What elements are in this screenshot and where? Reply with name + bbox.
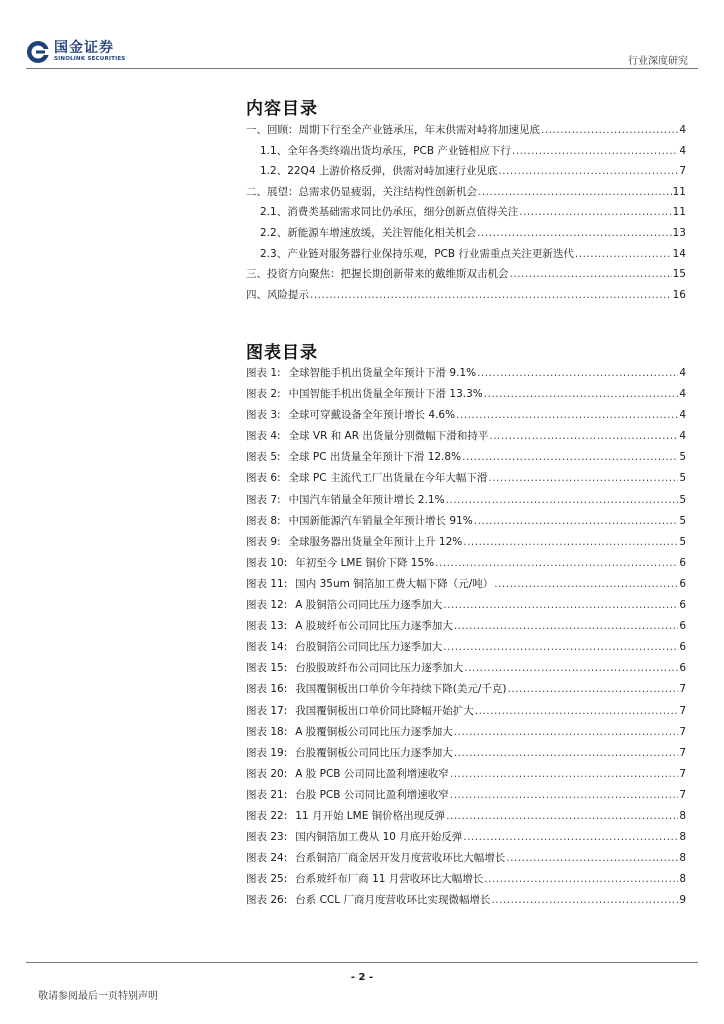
- figure-entry[interactable]: [246, 871, 686, 892]
- toc-entry-page: 11: [672, 206, 686, 219]
- figure-number: 图表 20:: [246, 767, 288, 780]
- toc-entry-title: 1.1、全年各类终端出货均承压，PCB 产业链相应下行: [260, 144, 511, 157]
- figure-leader-dots: [462, 451, 678, 463]
- figure-title: 全球 PC 出货量全年预计下滑 12.8%: [288, 451, 462, 464]
- figure-entry[interactable]: [246, 555, 686, 576]
- toc-leader-dots: [477, 227, 671, 239]
- figure-title: 台系 CCL 厂商月度营收环比实现微幅增长: [295, 894, 491, 907]
- disclaimer: 敬请参阅最后一页特别声明: [38, 991, 158, 1002]
- toc-entry-title: 1.2、22Q4 上游价格反弹，供需对峙加速行业见底: [260, 165, 498, 178]
- toc-leader-dots: [512, 145, 678, 157]
- figure-number: 图表 5:: [246, 451, 281, 464]
- figure-title: 中国新能源汽车销量全年预计增长 91%: [288, 514, 473, 527]
- toc-entry-title: 二、展望：总需求仍显疲弱，关注结构性创新机会: [246, 185, 477, 198]
- figure-page: 4: [679, 430, 686, 443]
- figure-entry[interactable]: [246, 660, 686, 681]
- toc-entry-title: 三、投资方向聚焦：把握长期创新带来的戴维斯双击机会: [246, 268, 509, 281]
- figure-title: 全球 VR 和 AR 出货量分别微幅下滑和持平: [288, 430, 489, 443]
- toc-entry[interactable]: [246, 287, 686, 308]
- figure-number: 图表 4:: [246, 430, 281, 443]
- figure-entry[interactable]: [246, 618, 686, 639]
- figure-leader-dots: [450, 768, 679, 780]
- figure-page: 6: [679, 556, 686, 569]
- logo-chinese-name: 国金证券: [54, 40, 114, 56]
- figure-title: 年初至今 LME 铜价下降 15%: [295, 556, 435, 569]
- toc-entry-page: 7: [679, 165, 686, 178]
- figure-entry[interactable]: [246, 850, 686, 871]
- figure-page: 8: [679, 809, 686, 822]
- figure-leader-dots: [450, 789, 679, 801]
- toc-entry-page: 16: [672, 288, 686, 301]
- figure-leader-dots: [454, 726, 679, 738]
- figure-entry[interactable]: [246, 745, 686, 766]
- figure-leader-dots: [491, 894, 678, 906]
- figure-number: 图表 25:: [246, 873, 288, 886]
- figure-title: A 股铜箔公司同比压力逐季加大: [295, 599, 443, 612]
- figure-title: 台股 PCB 公司同比盈利增速收窄: [295, 788, 449, 801]
- contents-title: 内容目录: [246, 99, 318, 119]
- figure-leader-dots: [474, 515, 679, 527]
- figure-page: 7: [679, 683, 686, 696]
- figure-leader-dots: [484, 873, 678, 885]
- figure-page: 5: [679, 472, 686, 485]
- figure-title: 全球 PC 主流代工厂出货量在今年大幅下滑: [288, 472, 488, 485]
- page-number: - 2 -: [350, 972, 374, 983]
- figure-entry[interactable]: [246, 787, 686, 808]
- figure-number: 图表 21:: [246, 788, 288, 801]
- figure-number: 图表 17:: [246, 704, 288, 717]
- figure-page: 4: [679, 409, 686, 422]
- figure-page: 8: [679, 831, 686, 844]
- toc-entry[interactable]: [246, 246, 686, 267]
- toc-entry[interactable]: [246, 163, 686, 184]
- figure-page: 6: [679, 662, 686, 675]
- toc-leader-dots: [541, 124, 678, 136]
- figure-leader-dots: [488, 472, 678, 484]
- figure-leader-dots: [464, 662, 678, 674]
- figure-page: 6: [679, 641, 686, 654]
- figure-entry[interactable]: [246, 513, 686, 534]
- figure-title: 11 月开始 LME 铜价格出现反弹: [295, 809, 446, 822]
- figure-page: 5: [679, 514, 686, 527]
- figure-number: 图表 15:: [246, 662, 288, 675]
- figure-page: 7: [679, 767, 686, 780]
- toc-entry-page: 13: [672, 226, 686, 239]
- figure-number: 图表 19:: [246, 746, 288, 759]
- figure-page: 7: [679, 725, 686, 738]
- figure-entry[interactable]: [246, 597, 686, 618]
- figure-page: 6: [679, 599, 686, 612]
- toc-leader-dots: [310, 289, 672, 301]
- table-of-contents: [246, 122, 686, 307]
- figure-number: 图表 8:: [246, 514, 281, 527]
- figure-number: 图表 18:: [246, 725, 288, 738]
- figure-entry[interactable]: [246, 428, 686, 449]
- figure-leader-dots: [446, 810, 678, 822]
- footer-divider: [26, 962, 698, 963]
- figure-title: 国内铜箔加工费从 10 月底开始反弹: [295, 831, 463, 844]
- figure-entry[interactable]: [246, 639, 686, 660]
- figure-page: 5: [679, 493, 686, 506]
- figure-leader-dots: [443, 599, 678, 611]
- figure-leader-dots: [507, 683, 678, 695]
- figure-entry[interactable]: [246, 492, 686, 513]
- toc-leader-dots: [519, 206, 671, 218]
- figure-page: 4: [679, 367, 686, 379]
- figure-number: 图表 6:: [246, 472, 281, 485]
- toc-entry-page: 4: [679, 144, 686, 157]
- figure-leader-dots: [454, 747, 679, 759]
- figure-title: 中国汽车销量全年预计增长 2.1%: [288, 493, 445, 506]
- toc-entry[interactable]: [246, 122, 686, 143]
- list-of-figures: [246, 365, 686, 913]
- figure-title: A 股 PCB 公司同比盈利增速收窄: [295, 767, 449, 780]
- figure-entry[interactable]: [246, 386, 686, 407]
- toc-entry-page: 11: [672, 185, 686, 198]
- figure-leader-dots: [484, 388, 679, 400]
- toc-entry[interactable]: [246, 225, 686, 246]
- toc-leader-dots: [478, 186, 672, 198]
- figure-number: 图表 9:: [246, 535, 281, 548]
- figure-title: 台股铜箔公司同比压力逐季加大: [295, 641, 443, 654]
- toc-entry-title: 四、风险提示: [246, 288, 309, 301]
- figure-leader-dots: [463, 831, 678, 843]
- figure-page: 7: [679, 704, 686, 717]
- figure-number: 图表 13:: [246, 620, 288, 633]
- toc-entry-page: 4: [679, 124, 686, 136]
- figure-title: 国内 35um 铜箔加工费大幅下降（元/吨）: [295, 577, 494, 590]
- figure-entry[interactable]: [246, 808, 686, 829]
- figure-entry[interactable]: [246, 576, 686, 597]
- logo-english-name: SINOLINK SECURITIES: [54, 56, 126, 62]
- figure-page: 5: [679, 451, 686, 464]
- figure-entry[interactable]: [246, 829, 686, 850]
- figure-number: 图表 22:: [246, 809, 288, 822]
- figure-entry[interactable]: [246, 766, 686, 787]
- figure-number: 图表 1:: [246, 367, 281, 379]
- figure-leader-dots: [454, 620, 679, 632]
- figure-page: 6: [679, 577, 686, 590]
- figure-entry[interactable]: [246, 365, 686, 386]
- figure-title: A 股覆铜板公司同比压力逐季加大: [295, 725, 453, 738]
- figure-title: 我国覆铜板出口单价同比降幅开始扩大: [295, 704, 474, 717]
- toc-leader-dots: [498, 165, 678, 177]
- figure-entry[interactable]: [246, 534, 686, 555]
- figure-title: 台系玻纤布厂商 11 月营收环比大幅增长: [295, 873, 484, 886]
- figure-entry[interactable]: [246, 407, 686, 428]
- figure-title: 全球可穿戴设备全年预计增长 4.6%: [288, 409, 456, 422]
- figure-leader-dots: [463, 536, 678, 548]
- toc-entry-title: 2.3、产业链对服务器行业保持乐观，PCB 行业需重点关注更新迭代: [260, 247, 574, 260]
- figure-page: 8: [679, 873, 686, 886]
- figure-leader-dots: [443, 641, 678, 653]
- toc-entry[interactable]: [246, 143, 686, 164]
- toc-entry-title: 一、回顾：周期下行至全产业链承压，年末供需对峙将加速见底: [246, 124, 540, 136]
- figure-page: 4: [679, 388, 686, 401]
- figure-number: 图表 12:: [246, 599, 288, 612]
- figure-title: 全球服务器出货量全年预计上升 12%: [288, 535, 463, 548]
- figure-leader-dots: [494, 578, 678, 590]
- figure-leader-dots: [435, 557, 678, 569]
- toc-entry-title: 2.1、消费类基础需求同比仍承压，细分创新点值得关注: [260, 206, 519, 219]
- figure-page: 7: [679, 788, 686, 801]
- figure-title: 全球智能手机出货量全年预计下滑 9.1%: [288, 367, 477, 379]
- figure-title: A 股玻纤布公司同比压力逐季加大: [295, 620, 453, 633]
- toc-leader-dots: [575, 248, 672, 260]
- figure-leader-dots: [475, 705, 679, 717]
- figure-number: 图表 14:: [246, 641, 288, 654]
- figure-number: 图表 11:: [246, 577, 288, 590]
- figure-entry[interactable]: [246, 892, 686, 913]
- figure-page: 8: [679, 852, 686, 865]
- figure-leader-dots: [489, 430, 678, 442]
- figure-number: 图表 24:: [246, 852, 288, 865]
- figure-leader-dots: [506, 852, 678, 864]
- figure-entry[interactable]: [246, 449, 686, 470]
- sinolink-logo-icon: [26, 40, 50, 64]
- report-type-label: 行业深度研究: [628, 56, 688, 67]
- figure-title: 台股覆铜板公司同比压力逐季加大: [295, 746, 453, 759]
- toc-entry[interactable]: [246, 204, 686, 225]
- figure-number: 图表 2:: [246, 388, 281, 401]
- figure-number: 图表 16:: [246, 683, 288, 696]
- toc-entry-page: 15: [672, 268, 686, 281]
- figures-title: 图表目录: [246, 343, 318, 363]
- figure-number: 图表 26:: [246, 894, 288, 907]
- header-divider: [26, 68, 698, 69]
- figure-leader-dots: [477, 367, 678, 379]
- page-header: [0, 0, 724, 70]
- figure-title: 我国覆铜板出口单价今年持续下降(美元/千克): [295, 683, 507, 696]
- toc-entry[interactable]: [246, 184, 686, 205]
- company-logo: [26, 40, 125, 64]
- figure-entry[interactable]: [246, 470, 686, 491]
- toc-entry-title: 2.2、新能源车增速放缓，关注智能化相关机会: [260, 226, 477, 239]
- figure-title: 台股股玻纤布公司同比压力逐季加大: [295, 662, 464, 675]
- toc-entry[interactable]: [246, 266, 686, 287]
- toc-leader-dots: [510, 268, 672, 280]
- figure-number: 图表 10:: [246, 556, 288, 569]
- figure-entry[interactable]: [246, 681, 686, 702]
- figure-entry[interactable]: [246, 703, 686, 724]
- figure-page: 6: [679, 620, 686, 633]
- figure-page: 9: [679, 894, 686, 907]
- figure-title: 中国智能手机出货量全年预计下滑 13.3%: [288, 388, 483, 401]
- figure-page: 5: [679, 535, 686, 548]
- figure-leader-dots: [456, 409, 678, 421]
- figure-leader-dots: [446, 494, 679, 506]
- figure-number: 图表 23:: [246, 831, 288, 844]
- figure-entry[interactable]: [246, 724, 686, 745]
- toc-entry-page: 14: [672, 247, 686, 260]
- figure-number: 图表 7:: [246, 493, 281, 506]
- figure-title: 台系铜箔厂商金居开发月度营收环比大幅增长: [295, 852, 506, 865]
- figure-number: 图表 3:: [246, 409, 281, 422]
- figure-page: 7: [679, 746, 686, 759]
